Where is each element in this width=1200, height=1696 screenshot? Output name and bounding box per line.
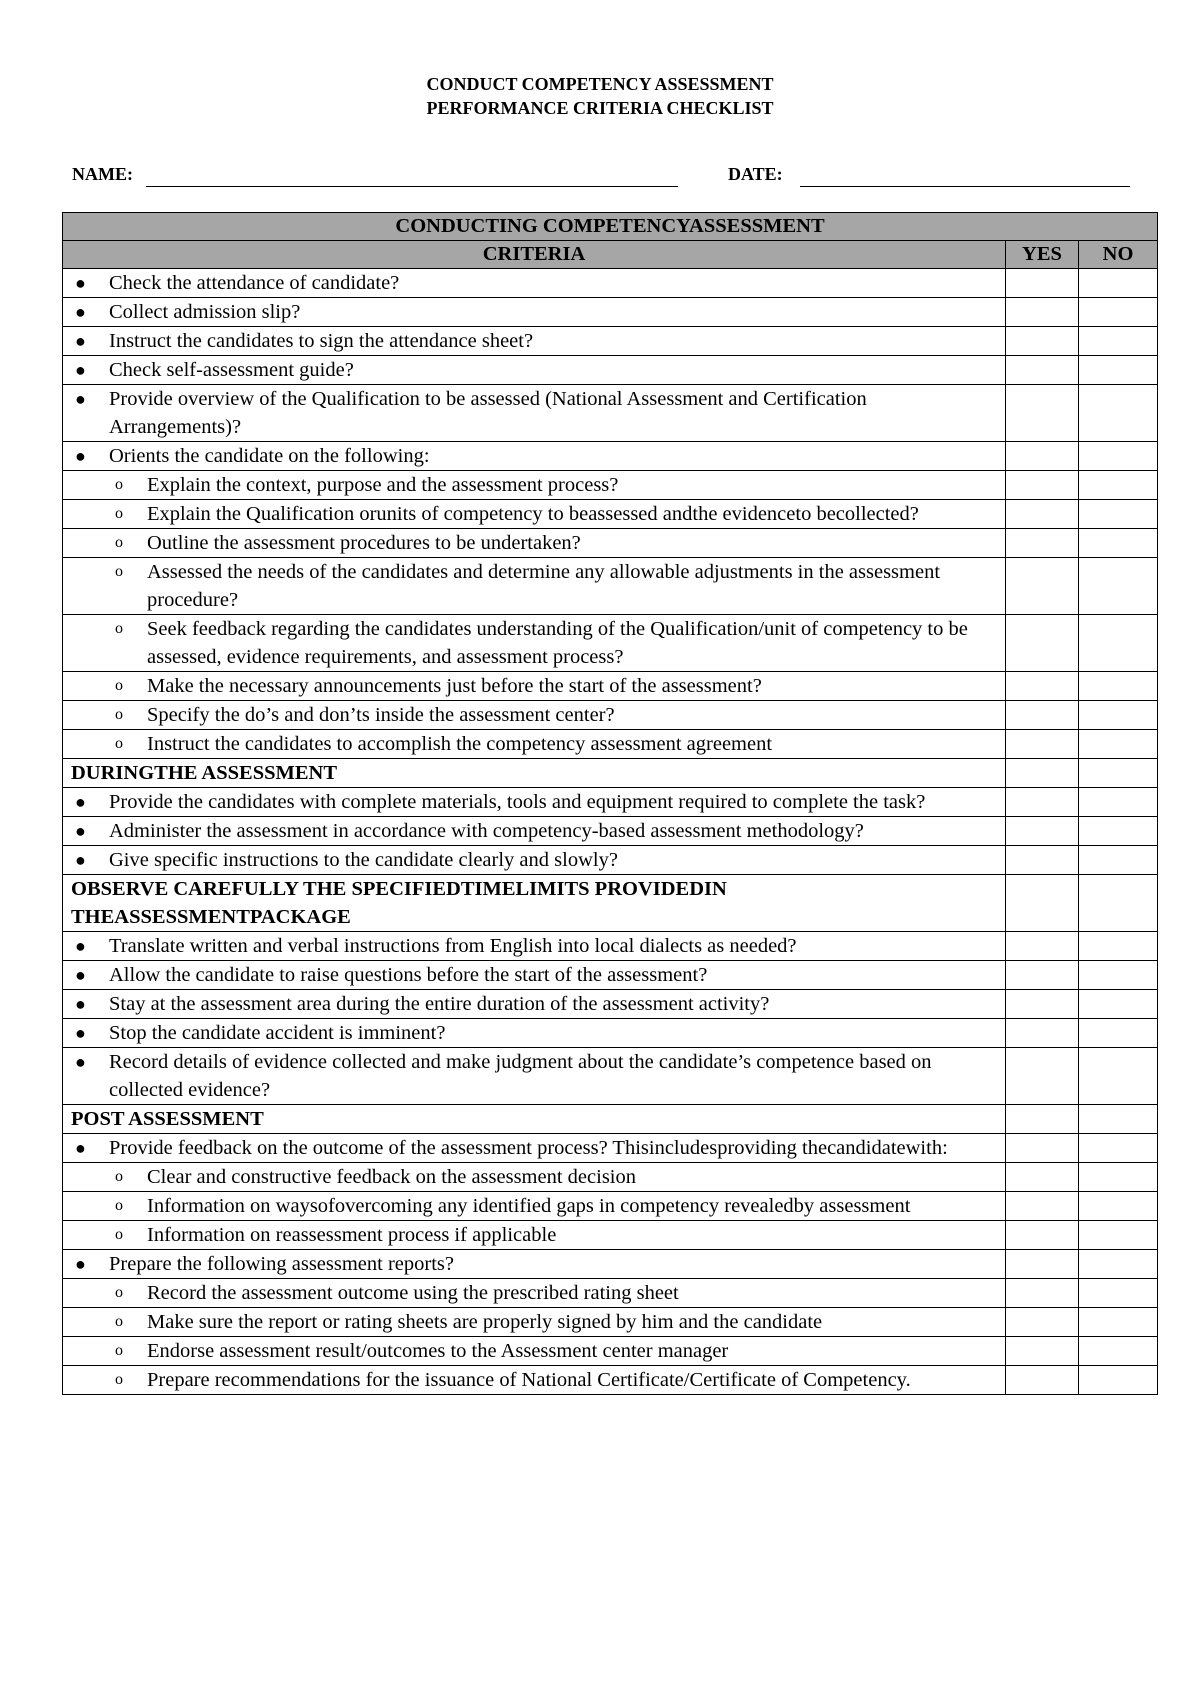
sub-bullet-icon: o bbox=[115, 1342, 123, 1359]
criteria-cell bbox=[63, 990, 1006, 1019]
no-column-header: NO bbox=[1079, 241, 1158, 269]
bullet-icon: ● bbox=[75, 850, 86, 870]
criterion-text: Clear and constructive feedback on the assessment decision bbox=[147, 1166, 636, 1188]
sub-bullet-icon: o bbox=[115, 677, 123, 694]
sub-bullet-icon: o bbox=[115, 1226, 123, 1243]
yes-checkbox-cell[interactable] bbox=[1006, 1192, 1079, 1221]
no-checkbox-cell[interactable] bbox=[1079, 442, 1158, 471]
criteria-cell bbox=[63, 1134, 1006, 1163]
no-checkbox-cell[interactable] bbox=[1079, 1250, 1158, 1279]
criterion-text: Assessed the needs of the candidates and determine any allowable adjustments in the assessment procedure? bbox=[147, 561, 941, 611]
yes-checkbox-cell[interactable] bbox=[1006, 1308, 1079, 1337]
table-row bbox=[63, 269, 1158, 298]
criterion-text: Endorse assessment result/outcomes to the Assessment center manager bbox=[147, 1340, 729, 1362]
criteria-cell bbox=[63, 356, 1006, 385]
criterion-text: Information on reassessment process if applicable bbox=[147, 1224, 557, 1246]
criterion-text: Instruct the candidates to sign the attendance sheet? bbox=[109, 330, 534, 352]
criteria-cell bbox=[63, 817, 1006, 846]
no-checkbox-cell[interactable] bbox=[1079, 1366, 1158, 1395]
criteria-checklist-table bbox=[62, 212, 1158, 1395]
no-checkbox-cell[interactable] bbox=[1079, 529, 1158, 558]
section-heading: OBSERVE CAREFULLY THE SPECIFIEDTIMELIMITS PROVIDEDIN THEASSESSMENTPACKAGE bbox=[63, 875, 1006, 932]
criteria-cell bbox=[63, 932, 1006, 961]
criterion bbox=[69, 788, 999, 816]
sub-criterion bbox=[69, 1337, 999, 1365]
criteria-cell bbox=[63, 1048, 1006, 1105]
table-row bbox=[63, 1308, 1158, 1337]
criteria-column-header: CRITERIA bbox=[63, 241, 1006, 269]
sub-criterion bbox=[69, 1192, 999, 1220]
table-title: CONDUCTING COMPETENCYASSESSMENT bbox=[63, 213, 1158, 241]
criteria-cell bbox=[63, 961, 1006, 990]
no-checkbox-cell[interactable] bbox=[1079, 615, 1158, 672]
yes-checkbox-cell[interactable] bbox=[1006, 817, 1079, 846]
criteria-cell bbox=[63, 1192, 1006, 1221]
table-row bbox=[63, 1279, 1158, 1308]
sub-criterion bbox=[69, 1366, 999, 1394]
sub-bullet-icon: o bbox=[115, 534, 123, 551]
table-row bbox=[63, 817, 1158, 846]
yes-checkbox-cell[interactable] bbox=[1006, 730, 1079, 759]
bullet-icon: ● bbox=[75, 965, 86, 985]
yes-checkbox-cell[interactable] bbox=[1006, 875, 1079, 932]
yes-checkbox-cell[interactable] bbox=[1006, 672, 1079, 701]
sub-bullet-icon: o bbox=[115, 563, 123, 580]
sub-criterion bbox=[69, 500, 999, 528]
section-heading: DURINGTHE ASSESSMENT bbox=[63, 759, 1006, 788]
no-checkbox-cell[interactable] bbox=[1079, 356, 1158, 385]
no-checkbox-cell[interactable] bbox=[1079, 1279, 1158, 1308]
criterion-text: Explain the context, purpose and the assessment process? bbox=[147, 474, 619, 496]
section-heading-row bbox=[63, 1105, 1158, 1134]
no-checkbox-cell[interactable] bbox=[1079, 961, 1158, 990]
no-checkbox-cell[interactable] bbox=[1079, 990, 1158, 1019]
criterion bbox=[69, 327, 999, 355]
criteria-cell bbox=[63, 529, 1006, 558]
criterion bbox=[69, 356, 999, 384]
sub-criterion bbox=[69, 558, 999, 614]
table-row bbox=[63, 990, 1158, 1019]
no-checkbox-cell[interactable] bbox=[1079, 471, 1158, 500]
yes-checkbox-cell[interactable] bbox=[1006, 1250, 1079, 1279]
yes-checkbox-cell[interactable] bbox=[1006, 990, 1079, 1019]
criterion-text: Seek feedback regarding the candidates understanding of the Qualification/unit of competency to be assessed, evidence requirements, and assessment process? bbox=[147, 618, 968, 668]
no-checkbox-cell[interactable] bbox=[1079, 1308, 1158, 1337]
criteria-cell bbox=[63, 327, 1006, 356]
criterion-text: Check the attendance of candidate? bbox=[109, 272, 400, 294]
criteria-cell bbox=[63, 471, 1006, 500]
sub-bullet-icon: o bbox=[115, 1284, 123, 1301]
table-row bbox=[63, 1019, 1158, 1048]
criteria-cell bbox=[63, 1221, 1006, 1250]
criteria-cell bbox=[63, 1019, 1006, 1048]
yes-checkbox-cell[interactable] bbox=[1006, 788, 1079, 817]
no-checkbox-cell[interactable] bbox=[1079, 385, 1158, 442]
criterion bbox=[69, 817, 999, 845]
criteria-cell bbox=[63, 1250, 1006, 1279]
no-checkbox-cell[interactable] bbox=[1079, 932, 1158, 961]
criteria-cell bbox=[63, 1163, 1006, 1192]
yes-checkbox-cell[interactable] bbox=[1006, 385, 1079, 442]
criterion-text: Prepare the following assessment reports? bbox=[109, 1253, 454, 1275]
criteria-cell bbox=[63, 615, 1006, 672]
sub-bullet-icon: o bbox=[115, 505, 123, 522]
table-row bbox=[63, 615, 1158, 672]
yes-checkbox-cell[interactable] bbox=[1006, 1221, 1079, 1250]
yes-checkbox-cell[interactable] bbox=[1006, 529, 1079, 558]
criterion bbox=[69, 990, 999, 1018]
yes-checkbox-cell[interactable] bbox=[1006, 615, 1079, 672]
sub-criterion bbox=[69, 701, 999, 729]
no-checkbox-cell[interactable] bbox=[1079, 788, 1158, 817]
criteria-cell bbox=[63, 558, 1006, 615]
criterion-text: Provide overview of the Qualification to be assessed (National Assessment and Certification Arrangements)? bbox=[109, 388, 867, 438]
criterion-text: Check self-assessment guide? bbox=[109, 359, 354, 381]
sub-bullet-icon: o bbox=[115, 1197, 123, 1214]
sub-criterion bbox=[69, 529, 999, 557]
no-checkbox-cell[interactable] bbox=[1079, 701, 1158, 730]
sub-bullet-icon: o bbox=[115, 735, 123, 752]
table-row bbox=[63, 1337, 1158, 1366]
criterion-text: Provide feedback on the outcome of the assessment process? Thisincludesproviding thecandidatewith: bbox=[109, 1137, 948, 1159]
sub-criterion bbox=[69, 471, 999, 499]
sub-criterion bbox=[69, 1279, 999, 1307]
table-title-row bbox=[63, 213, 1158, 241]
yes-checkbox-cell[interactable] bbox=[1006, 1019, 1079, 1048]
yes-checkbox-cell[interactable] bbox=[1006, 1163, 1079, 1192]
yes-checkbox-cell[interactable] bbox=[1006, 327, 1079, 356]
table-row bbox=[63, 701, 1158, 730]
table-row bbox=[63, 961, 1158, 990]
criterion bbox=[69, 932, 999, 960]
no-checkbox-cell[interactable] bbox=[1079, 1134, 1158, 1163]
yes-column-header: YES bbox=[1006, 241, 1079, 269]
criterion bbox=[69, 961, 999, 989]
criteria-cell bbox=[63, 442, 1006, 471]
section-heading-row bbox=[63, 875, 1158, 932]
yes-checkbox-cell[interactable] bbox=[1006, 471, 1079, 500]
criterion bbox=[69, 1048, 999, 1104]
sub-bullet-icon: o bbox=[115, 476, 123, 493]
criteria-cell bbox=[63, 298, 1006, 327]
sub-bullet-icon: o bbox=[115, 1168, 123, 1185]
yes-checkbox-cell[interactable] bbox=[1006, 558, 1079, 615]
no-checkbox-cell[interactable] bbox=[1079, 269, 1158, 298]
document-subtitle: PERFORMANCE CRITERIA CHECKLIST bbox=[426, 98, 774, 118]
no-checkbox-cell[interactable] bbox=[1079, 327, 1158, 356]
column-header-row bbox=[63, 241, 1158, 269]
date-label: DATE: bbox=[728, 164, 783, 184]
sub-criterion bbox=[69, 672, 999, 700]
no-checkbox-cell[interactable] bbox=[1079, 1048, 1158, 1105]
yes-checkbox-cell[interactable] bbox=[1006, 932, 1079, 961]
criteria-cell bbox=[63, 500, 1006, 529]
table-row bbox=[63, 356, 1158, 385]
bullet-icon: ● bbox=[75, 389, 86, 409]
table-row bbox=[63, 471, 1158, 500]
table-row bbox=[63, 1366, 1158, 1395]
sub-criterion bbox=[69, 1308, 999, 1336]
bullet-icon: ● bbox=[75, 446, 86, 466]
bullet-icon: ● bbox=[75, 302, 86, 322]
no-checkbox-cell[interactable] bbox=[1079, 1019, 1158, 1048]
criteria-cell bbox=[63, 1308, 1006, 1337]
no-checkbox-cell[interactable] bbox=[1079, 759, 1158, 788]
table-row bbox=[63, 327, 1158, 356]
no-checkbox-cell[interactable] bbox=[1079, 500, 1158, 529]
criterion-text: Stop the candidate accident is imminent? bbox=[109, 1022, 446, 1044]
table-row bbox=[63, 788, 1158, 817]
yes-checkbox-cell[interactable] bbox=[1006, 1366, 1079, 1395]
bullet-icon: ● bbox=[75, 1138, 86, 1158]
bullet-icon: ● bbox=[75, 1254, 86, 1274]
criteria-cell bbox=[63, 701, 1006, 730]
no-checkbox-cell[interactable] bbox=[1079, 672, 1158, 701]
table-row bbox=[63, 730, 1158, 759]
no-checkbox-cell[interactable] bbox=[1079, 1337, 1158, 1366]
criterion-text: Specify the do’s and don’ts inside the assessment center? bbox=[147, 704, 615, 726]
sub-criterion bbox=[69, 730, 999, 758]
criterion-text: Make sure the report or rating sheets are properly signed by him and the candidate bbox=[147, 1311, 823, 1333]
yes-checkbox-cell[interactable] bbox=[1006, 846, 1079, 875]
criterion bbox=[69, 298, 999, 326]
header-fields bbox=[72, 164, 1142, 192]
criterion-text: Instruct the candidates to accomplish the competency assessment agreement bbox=[147, 733, 773, 755]
criteria-cell bbox=[63, 730, 1006, 759]
no-checkbox-cell[interactable] bbox=[1079, 730, 1158, 759]
criterion-text: Administer the assessment in accordance with competency-based assessment methodology? bbox=[109, 820, 864, 842]
criterion-text: Information on waysofovercoming any identified gaps in competency revealedby assessment bbox=[147, 1195, 911, 1217]
yes-checkbox-cell[interactable] bbox=[1006, 961, 1079, 990]
bullet-icon: ● bbox=[75, 936, 86, 956]
no-checkbox-cell[interactable] bbox=[1079, 1192, 1158, 1221]
criterion-text: Allow the candidate to raise questions before the start of the assessment? bbox=[109, 964, 708, 986]
yes-checkbox-cell[interactable] bbox=[1006, 1279, 1079, 1308]
criterion bbox=[69, 1134, 999, 1162]
document-title: CONDUCT COMPETENCY ASSESSMENT bbox=[426, 74, 774, 94]
table-row bbox=[63, 298, 1158, 327]
bullet-icon: ● bbox=[75, 1023, 86, 1043]
criteria-cell bbox=[63, 1279, 1006, 1308]
name-label: NAME: bbox=[72, 164, 133, 184]
yes-checkbox-cell[interactable] bbox=[1006, 1134, 1079, 1163]
yes-checkbox-cell[interactable] bbox=[1006, 442, 1079, 471]
criterion-text: Stay at the assessment area during the entire duration of the assessment activity? bbox=[109, 993, 770, 1015]
criterion-text: Explain the Qualification orunits of competency to beassessed andthe evidenceto becollected? bbox=[147, 503, 919, 525]
criterion-text: Provide the candidates with complete materials, tools and equipment required to complete the task? bbox=[109, 791, 926, 813]
table-row bbox=[63, 1134, 1158, 1163]
table-row bbox=[63, 1048, 1158, 1105]
table-row bbox=[63, 558, 1158, 615]
criterion-text: Record the assessment outcome using the prescribed rating sheet bbox=[147, 1282, 679, 1304]
sub-bullet-icon: o bbox=[115, 1313, 123, 1330]
yes-checkbox-cell[interactable] bbox=[1006, 356, 1079, 385]
criteria-cell bbox=[63, 1366, 1006, 1395]
no-checkbox-cell[interactable] bbox=[1079, 558, 1158, 615]
criterion bbox=[69, 385, 999, 441]
no-checkbox-cell[interactable] bbox=[1079, 846, 1158, 875]
bullet-icon: ● bbox=[75, 792, 86, 812]
criterion-text: Give specific instructions to the candidate clearly and slowly? bbox=[109, 849, 618, 871]
criterion-text: Prepare recommendations for the issuance of National Certificate/Certificate of Competency. bbox=[147, 1369, 911, 1391]
yes-checkbox-cell[interactable] bbox=[1006, 500, 1079, 529]
sub-bullet-icon: o bbox=[115, 620, 123, 637]
yes-checkbox-cell[interactable] bbox=[1006, 701, 1079, 730]
criteria-cell bbox=[63, 385, 1006, 442]
criterion-text: Orients the candidate on the following: bbox=[109, 445, 430, 467]
criteria-rows bbox=[63, 269, 1158, 1395]
table-row bbox=[63, 672, 1158, 701]
criterion-text: Collect admission slip? bbox=[109, 301, 301, 323]
sub-criterion bbox=[69, 1221, 999, 1249]
criterion bbox=[69, 846, 999, 874]
bullet-icon: ● bbox=[75, 360, 86, 380]
criterion-text: Outline the assessment procedures to be undertaken? bbox=[147, 532, 581, 554]
criteria-cell bbox=[63, 788, 1006, 817]
yes-checkbox-cell[interactable] bbox=[1006, 269, 1079, 298]
sub-bullet-icon: o bbox=[115, 1371, 123, 1388]
no-checkbox-cell[interactable] bbox=[1079, 298, 1158, 327]
table-row bbox=[63, 500, 1158, 529]
bullet-icon: ● bbox=[75, 994, 86, 1014]
no-checkbox-cell[interactable] bbox=[1079, 875, 1158, 932]
criteria-cell bbox=[63, 846, 1006, 875]
sub-bullet-icon: o bbox=[115, 706, 123, 723]
table-row bbox=[63, 1250, 1158, 1279]
bullet-icon: ● bbox=[75, 273, 86, 293]
bullet-icon: ● bbox=[75, 821, 86, 841]
table-row bbox=[63, 385, 1158, 442]
criterion-text: Make the necessary announcements just before the start of the assessment? bbox=[147, 675, 762, 697]
table-row bbox=[63, 932, 1158, 961]
yes-checkbox-cell[interactable] bbox=[1006, 1105, 1079, 1134]
criterion-text: Translate written and verbal instructions from English into local dialects as needed? bbox=[109, 935, 797, 957]
yes-checkbox-cell[interactable] bbox=[1006, 1048, 1079, 1105]
criterion-text: Record details of evidence collected and make judgment about the candidate’s competence based on collected evidence? bbox=[109, 1051, 932, 1101]
section-heading: POST ASSESSMENT bbox=[63, 1105, 1006, 1134]
criterion bbox=[69, 1250, 999, 1278]
bullet-icon: ● bbox=[75, 1052, 86, 1072]
criterion bbox=[69, 269, 999, 297]
table-row bbox=[63, 1163, 1158, 1192]
table-row bbox=[63, 1192, 1158, 1221]
no-checkbox-cell[interactable] bbox=[1079, 1105, 1158, 1134]
yes-checkbox-cell[interactable] bbox=[1006, 1337, 1079, 1366]
no-checkbox-cell[interactable] bbox=[1079, 817, 1158, 846]
sub-criterion bbox=[69, 615, 999, 671]
name-field-line[interactable] bbox=[146, 186, 678, 187]
table-row bbox=[63, 846, 1158, 875]
section-heading-row bbox=[63, 759, 1158, 788]
criteria-cell bbox=[63, 1337, 1006, 1366]
table-row bbox=[63, 442, 1158, 471]
no-checkbox-cell[interactable] bbox=[1079, 1163, 1158, 1192]
yes-checkbox-cell[interactable] bbox=[1006, 759, 1079, 788]
criteria-cell bbox=[63, 672, 1006, 701]
no-checkbox-cell[interactable] bbox=[1079, 1221, 1158, 1250]
date-field-line[interactable] bbox=[800, 186, 1130, 187]
sub-criterion bbox=[69, 1163, 999, 1191]
bullet-icon: ● bbox=[75, 331, 86, 351]
criterion bbox=[69, 442, 999, 470]
criterion bbox=[69, 1019, 999, 1047]
table-row bbox=[63, 1221, 1158, 1250]
criteria-cell bbox=[63, 269, 1006, 298]
yes-checkbox-cell[interactable] bbox=[1006, 298, 1079, 327]
table-row bbox=[63, 529, 1158, 558]
